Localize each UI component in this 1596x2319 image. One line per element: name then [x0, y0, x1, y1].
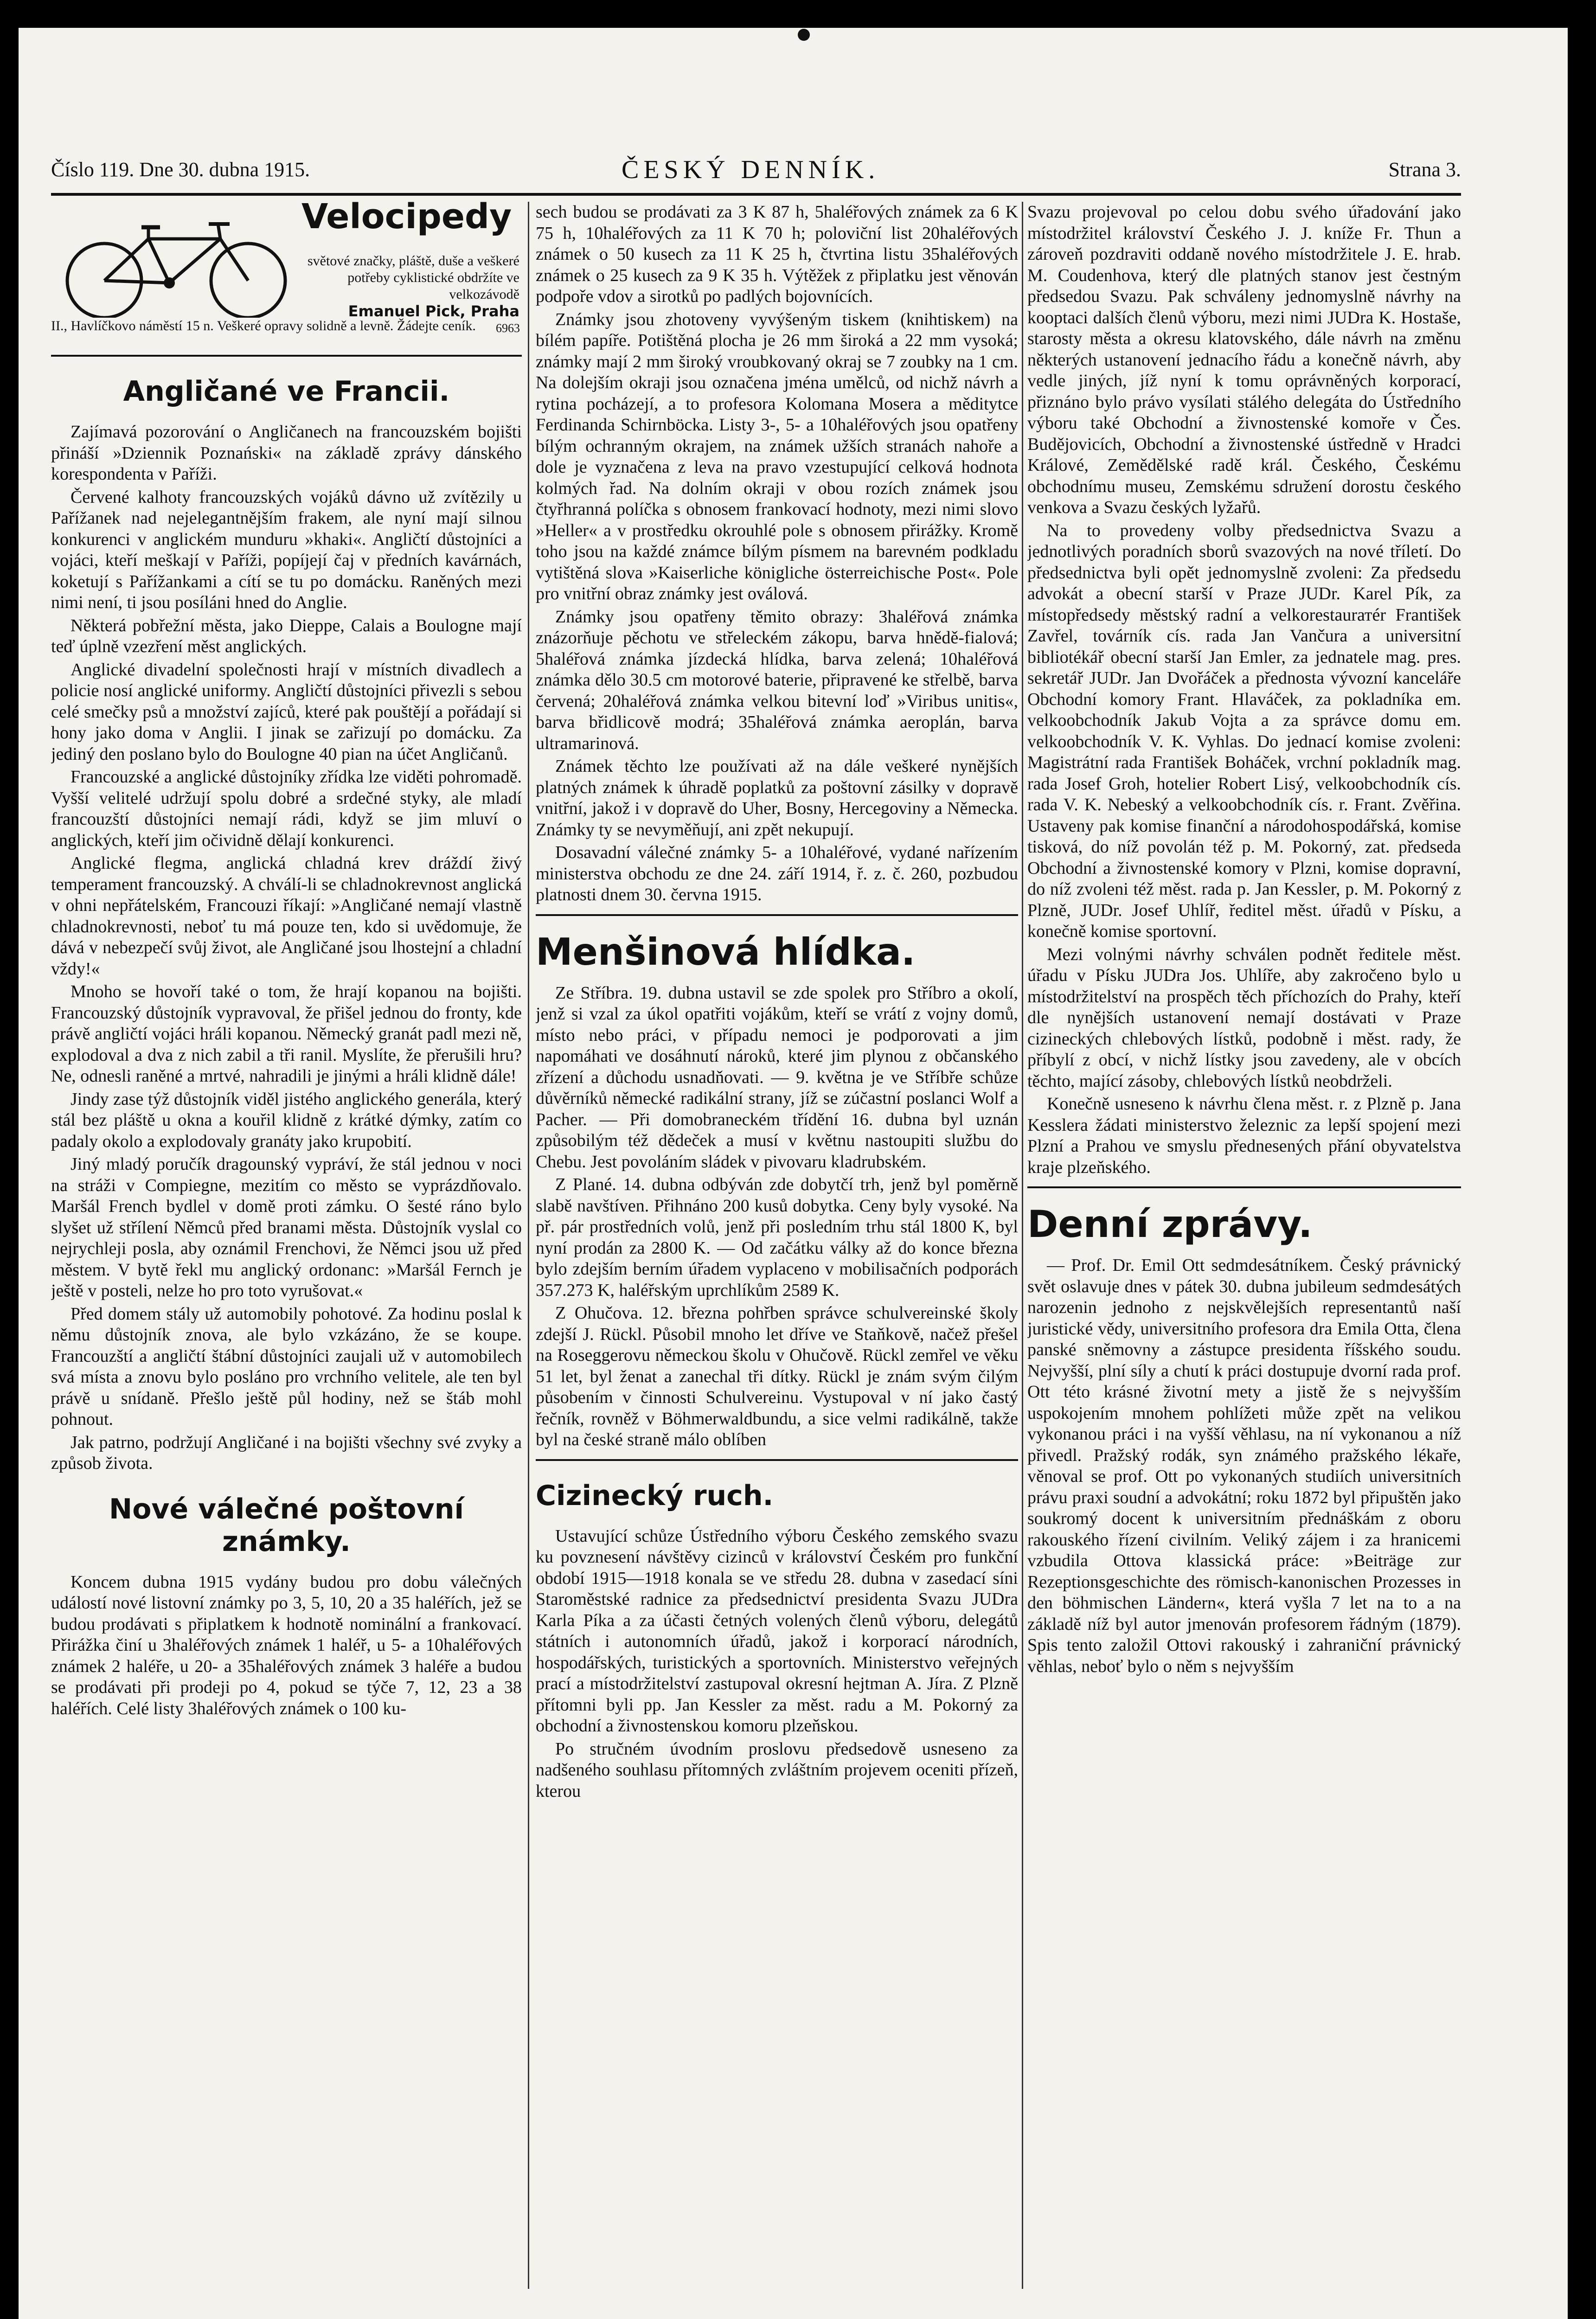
paragraph: Mnoho se hovoří také o tom, že hrají kopanou na bojišti. Francouzský důstojník vypravoval, že přišel jednou do fronty, kde právě angličtí vojáci hráli kopanou. Německý granát padl mezi ně, explodoval a dva z nich zabil a tři ranil. Myslíte, že přerušili hru? Ne, odnesli raněné a mrtvé, nahradili je jinými a hráli klidně dále!: [51, 982, 522, 1086]
header-rule: [51, 193, 1461, 196]
ad-text: [306, 253, 519, 320]
newspaper-sheet: [19, 28, 1568, 2319]
section-rule: [1027, 1186, 1461, 1188]
headline-englishmen-in-france: Angličané ve Francii.: [123, 375, 450, 408]
paragraph: Známky jsou opatřeny těmito obrazy: 3haléřová známka znázorňuje pěchotu ve střeleckém zákopu, barva hnědě-fialová; 5haléřová známka jízdecká hlídka, barva zelená; 10haléřová známka dělo 30.5 cm motorové baterie, připravené ke střelbě, barva červená; 20haléřová známka velkou bitevní loď »Viribus unitis«, barva břidlicově modrá; 35haléřová známka aeroplán, barva ultramarinová.: [536, 607, 1018, 753]
column-1: [51, 202, 522, 2289]
bicycle-advertisement: [51, 202, 522, 357]
paragraph: sech budou se prodávati za 3 K 87 h, 5haléřových známek za 6 K 75 h, 10haléřových za 11 K 70 h; poloviční list 20haléřových známek o 50 kusech za 11 K 25 h, čtvrtina listu 35haléřových známek o 25 kusech za 9 K 35 h. Výtěžek z připlatku jest věnován podpoře vdov a sirotků po padlých bojovnících.: [536, 202, 1018, 306]
paragraph: Anglické flegma, anglická chladná krev dráždí živý temperament francouzský. A chválí-li se chladnokrevnost anglická v ohni nepřátelském, Francouzi říkají: »Angličané nemají vlastně chladnokrevnosti, neboť tu má pouze ten, kdo si uvědomuje, že dává v nebezpečí svůj život, ale Angličané jsou lhostejní a chladní vždy!«: [51, 853, 522, 979]
paragraph: Konečně usneseno k návrhu člena měst. r. z Plzně p. Jana Kesslera žádati ministerstvo železnic za lepší spojení mezi Plzní a Prahou ve smyslu přednesených přání obyvatelstva kraje plzeňského.: [1027, 1094, 1461, 1177]
paragraph: Některá pobřežní města, jako Dieppe, Calais a Boulogne mají teď úplně vzezření měst anglických.: [51, 615, 522, 656]
paragraph: Před domem stály už automobily pohotové. Za hodinu poslal k němu důstojník znova, ale bylo vzkázáno, že se koupe. Francouzští a angličtí štábní důstojníci zaujali už v automobilech svá místa a znovu bylo posláno pro vrchního velitele, ale ten byl právě u snídaně. Přešlo ještě půl hodiny, než se štáb mohl pohnout.: [51, 1304, 522, 1429]
paragraph: Z Ohučova. 12. března pohřben správce schulvereinské školy zdejší J. Rückl. Působil mnoho let dříve ve Staňkově, načež přešel na Roseggerovu německou školu v Ohučově. Rückl zemřel ve věku 51 let, byl ženat a zanechal tři dítky. Rückl je znám svým čilým působením v činnosti Schulvereinu. Vystupoval v ní jako častý řečník, rovněž v Böhmerwaldbundu, a sice velmi radikálně, takže byl na české straně málo oblíben: [536, 1303, 1018, 1449]
paragraph: Koncem dubna 1915 vydány budou pro dobu válečných událostí nové listovní známky po 3, 5, 10, 20 a 35 haléřích, jež se budou prodávati s připlatkem k hodnotě nominální a frankovací. Přirážka činí u 3haléřových známek 1 haléř, u 5- a 10haléřových známek 2 haléře, u 20- a 35haléřových známek 3 haléře a budou se prodávati při prodeji po 4, pokud se týče 7, 12, 23 a 38 haléřích. Celé listy 3haléřových známek o 100 ku-: [51, 1572, 522, 1718]
paragraph: Mezi volnými návrhy schválen podnět ředitele měst. úřadu v Písku JUDra Jos. Uhlíře, aby zakročeno bylo u místodržitelství na prospěch těch příchozích do Prahy, kteří dle nynějších ustanovení nemají dostávati v Praze cizineckých chlebových lístků, podobně i měst. rady, že příbylí z obcí, v nichž lístky jsou zavedeny, ale v obcích těchto, mající zásoby, chlebových lístků neobdrželi.: [1027, 944, 1461, 1091]
paragraph: Dosavadní válečné známky 5- a 10haléřové, vydané nařízením ministerstva obchodu ze dne 24. září 1914, ř. z. č. 260, pozbudou platnosti dnem 30. června 1915.: [536, 843, 1018, 904]
ad-address: II., Havlíčkovo náměstí 15 n. Veškeré opravy solidně a levně. Žádejte ceník.: [51, 318, 476, 333]
paragraph: Jak patrno, podržují Angličané i na bojišti všechny své zvyky a způsob života.: [51, 1432, 522, 1473]
headline-daily-news: Denní zprávy.: [1027, 1203, 1313, 1246]
newspaper-title: ČESKÝ DENNÍK.: [622, 155, 880, 184]
column-3: [1027, 202, 1461, 2289]
paragraph: Francouzské a anglické důstojníky zřídka lze viděti pohromadě. Vyšší velitelé udržují spolu dobré a srdečné styky, ale mladí francouzští důstojníci nemají rádi, když se jim mluví o anglických, kteří jim očividně dělají konkurenci.: [51, 767, 522, 850]
punch-hole-dot: [798, 29, 810, 41]
headline-tourism: Cizinecký ruch.: [536, 1479, 774, 1512]
paragraph: Červené kalhoty francouzských vojáků dávno už zvítězily u Pařížanek nad nejelegantnějším frakem, ale nyní mají silnou konkurenci v anglickém munduru »khaki«. Angličtí důstojníci a vojáci, kteří meškají v Paříži, popíjejí čaj v předních kavárnách, koketují s Pařížankami a cítí se tu po domácku. Raněných mezi nimi není, ti jsou posíláni hned do Anglie.: [51, 487, 522, 612]
paragraph: Anglické divadelní společnosti hrají v místních divadlech a policie nosí anglické uniformy. Angličtí důstojníci přivezli s sebou celé smečky psů a množství zajíců, které pak pouštějí a pořádají si hony jako doma v Anglii. I jinak se zařizují po domácku. Za jediný den poslano bylo do Boulogne 40 pian na účet Angličanů.: [51, 660, 522, 764]
masthead: [51, 155, 1461, 190]
paragraph: Po stručném úvodním proslovu předsedově usneseno za nadšeného souhlasu přítomných zvláštním projevem oceniti přízeň, kterou: [536, 1739, 1018, 1801]
ad-title: Velocipedy: [301, 202, 512, 237]
paragraph: Známek těchto lze používati až na dále veškeré nynějších platných známek k úhradě poplatků za poštovní zásilky v dopravě vnitřní, jakož i v dopravě do Uher, Bosny, Hercegoviny a Německa. Známky ty se nevyměňují, ani zpět nekupují.: [536, 756, 1018, 839]
page-number: Strana 3.: [1388, 158, 1461, 181]
paragraph: Ustavující schůze Ústředního výboru Českého zemského svazu ku povznesení návštěvy cizinců v království Českém pro funkční období 1915—1918 konala se ve středu 28. dubna v zasedací síni Staroměstské radnice za předsednictví presidenta Svazu JUDra Karla Píka a za účasti četných volených členů výboru, delegátů státních i autonomních úřadů, jakož i korporací národních, hospodářských, turistických a sportovních. Ministerstvo veřejných prací a místodržitelství zastupoval okresní hejtman A. Jíra. Z Plzně přítomni byli pp. Jan Kessler za měst. radu a M. Pokorný za obchodní a živnostenskou komoru plzeňskou.: [536, 1526, 1018, 1736]
paragraph: — Prof. Dr. Emil Ott sedmdesátníkem. Český právnický svět oslavuje dnes v pátek 30. dubna jubileum sedmdesátých narozenin jednoho z nejskvělejších representantů naší juristické vědy, universitního profesora dra Emila Otta, člena panské sněmovny a zástupce presidenta říšského soudu. Nejvyšší, plní síly a chutí k práci dostupuje dvorní rada prof. Ott této krásné životní mety a jistě že s nejvyšším uspokojením mnohem pohlížeti může zpět na velikou vykonanou práci i na vyšší věhlasu, na ní vykonanou a níž přivedl. Pražský rodák, syn známého pražského lékaře, věnoval se prof. Ott po vykonaných studiích universitních právu praxi soudní a advokátní; roku 1872 byl připuštěn jako soukromý docent k universitním přednáškám z oboru rakouského řízení civilním. Veliký zájem i za hranicemi vzbudila Ottova klassická práce: »Beiträge zur Rezeptionsgeschichte des römisch-kanonischen Prozesses in den böhmischen Ländern«, která vyšla 7 let na to a na základě níž byl autor jmenován profesorem řádným (1879). Spis tento založil Ottovi rakouský i zahraniční právnický věhlas, neboť bylo o něm s nejvyšším: [1027, 1256, 1461, 1676]
headline-minority-watch: Menšinová hlídka.: [536, 930, 916, 974]
column-divider-1: [528, 202, 529, 2289]
paragraph: Svazu projevoval po celou dobu svého úřadování jako místodržitel království Českého J. J. kníže Fr. Thun a zároveň pozdraviti oddaně nového místodržitele J. E. hrab. M. Coudenhova, který dle platných stanov jest čestným předsedou Svazu. Pak schváleny jednomyslně návrhy na kooptaci dalších členů výboru, mezi nimi JUDra K. Hostaše, starosty města a okresu klatovského, dále návrh na změnu některých ustanovení jednacího řádu a konečně návrh, aby vedle jiných, jíž nyní k tomu oprávněných korporací, přiznáno bylo právo vysílati stálého delegáta do Ústředního výboru také Obchodní a živnostenské komoře v Čes. Budějovicích, Obchodní a živnostenské ústředně v Hradci Králové, Zemědělské radě král. Českého, Českému obchodnímu museu, Zemskému sdružení dorostu českého venkova a Svazu českých lyžařů.: [1027, 202, 1461, 517]
issue-date: Číslo 119. Dne 30. dubna 1915.: [51, 158, 310, 181]
paragraph: Jiný mladý poručík dragounský vypráví, že stál jednou v noci na stráži v Compiegne, mezitím co město se vyprázdňovalo. Maršál French bydlel v domě proti zámku. O šesté ráno bylo slyšet už střílení Němců před branami města. Důstojník vyslal co nejrychleji posla, aby oznámil Frenchovi, že Němci jsou už před městem. V bytě řekl mu anglický ordonanc: »Maršál Fernch je ještě v posteli, nelze ho pro toto vyrušovat.«: [51, 1154, 522, 1300]
newspaper-page: [51, 121, 1461, 2310]
column-divider-2: [1022, 202, 1023, 2289]
paragraph: Zajímavá pozorování o Angličanech na francouzském bojišti přináší »Dziennik Poznański« na základě zprávy dánského korespondenta v Paříži.: [51, 422, 522, 484]
section-rule: [536, 914, 1018, 916]
paragraph: Známky jsou zhotoveny vyvýšeným tiskem (knihtiskem) na bílém papíře. Potištěná plocha je 26 mm široká a 22 mm vysoká; známky mají 2 mm široký vroubkovaný okraj se 7 zoubky na 1 cm. Na dolejším okraji jsou označena jména umělců, od nichž návrh a rytina pocházejí, a to profesora Kolomana Mosera a měditytce Ferdinanda Schirnböcka. Listy 3-, 5- a 10haléřových jsou opatřeny bílým ochranným okrajem, na známek užších stranách nahoře a dole je vyznačena z leva na pravo vzestupující celková hodnota kolmých řad. Na dolním okraji v obou rozích známek jsou čtyřhranná políčka s obnosem frankovací hodnoty, mezi nimi slovo »Heller« a v prostředku okrouhlé pole s obnosem přirážky. Kromě toho jsou na každé známce bílým písmem na barevném podkladu vytištěná slova »Kaiserliche königliche österreichische Post«. Pole pro vnitřní obraz známky jest oválová.: [536, 309, 1018, 603]
column-2: [536, 202, 1018, 2289]
headline-war-stamps: Nové válečné poštovní známky.: [109, 1493, 464, 1558]
bicycle-icon: [60, 216, 292, 318]
section-rule: [536, 1459, 1018, 1461]
paragraph: Jindy zase týž důstojník viděl jistého anglického generála, který stál bez pláště u okna a kouřil klidně z krátké dýmky, zatím co padaly okolo a explodovaly granáty jako krupobití.: [51, 1089, 522, 1151]
paragraph: Na to provedeny volby předsednictva Svazu a jednotlivých poradních sborů svazových na nové tříletí. Do předsednictva byli opět jednomyslně zvoleni: Za předsedu advokát a obecní starší v Praze JUDr. Karel Pík, za místopředsedy městský radní a velkorestaurатér František Zavřel, továrník cís. rada Jan Vančura a universitní bibliotékář obecní starší Jan Emler, za jednatele mag. pres. sekretář JUDr. Jan Dvořáček a přednosta vývozní kanceláře Obchodní komory Frant. Hlaváček, za pokladníka em. velkoobchodník Jakub Vojta a za správce domu em. velkoobchodník V. K. Vyhlas. Do jednací komise zvoleni: Magistrátní rada František Boháček, vrchní pokladník mag. rada Josef Groh, hotelier Robert Lisý, velkoobchodník cís. rada V. K. Nebeský a velkoobchodník cís. r. Frant. Zvěřina. Ustaveny pak komise finanční a národohospodářská, komise tisková, do níž povolán též p. M. Pokorný, zat. předseda Obchodní a živnostenské komory v Plzni, komise dopravní, do níž zvoleni též měst. rada p. Jan Kessler, p. M. Pokorný z Plzně, JUDr. Josef Uhlíř, ředitel měst. úřadů v Písku, a konečně komise sportovní.: [1027, 520, 1461, 941]
ad-number: 6963: [496, 321, 520, 335]
paragraph: Z Plané. 14. dubna odbýván zde dobytčí trh, jenž byl poměrně slabě navštíven. Přihnáno 200 kusů dobytka. Ceny byly vysoké. Na př. pár prostředních volů, jenž při posledním trhu stál 1800 K, byl nyní prodán za 2800 K. — Od začátku války až do konce března bylo zdejším berním úřadem vyplaceno v mobilisačních podporách 357.273 K, haléřským uprchlíkům 2589 K.: [536, 1175, 1018, 1300]
ad-firm: Emanuel Pick, Praha: [348, 302, 519, 320]
paragraph: Ze Stříbra. 19. dubna ustavil se zde spolek pro Stříbro a okolí, jenž si vzal za úkol opatřiti vojákům, kteří se vrátí z vojny domů, místo nebo práci, v případu nemoci je podporovati a jim napomáhati ve dosáhnutí nároků, které jim plynou z občanského zřízení a důchodu usnadňovati. — 9. května je ve Stříbře schůze důvěrníků německé radikální strany, jíž se zúčastní poslanci Wolf a Pacher. — Při domobraneckém třídění 16. dubna byl uznán způsobilým též dědeček a musí v květnu nastoupiti službu do Chebu. Jest povoláním sládek v pivovaru kladrubském.: [536, 983, 1018, 1172]
ad-description: světové značky, pláště, duše a veškeré potřeby cyklistické obdržíte ve velkozávodě: [307, 253, 519, 302]
